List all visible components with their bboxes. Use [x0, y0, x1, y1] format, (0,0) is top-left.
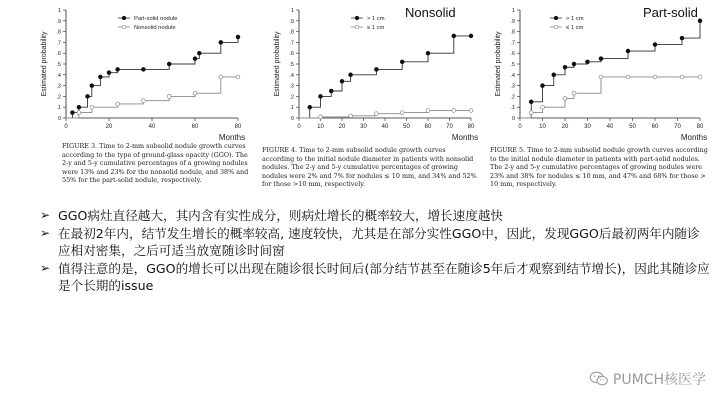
series-2-point	[167, 95, 171, 99]
y-tick-label: .3	[510, 83, 515, 90]
figure-3-caption: FIGURE 3. Time to 2-mm subsolid nodule growth curves according to the type of ground-glass opacity (GGO). The 2-y and 5-y cumulative percentages of a growing nodules were 13% and 23% for the nonsolid nodule, and 38% and 55% for the part-solid nodule, respectively.	[62, 142, 249, 185]
figure-3	[20, 0, 250, 205]
y-tick-label: 0	[290, 116, 294, 122]
series-2-point	[680, 75, 684, 79]
x-tick-label: 0	[297, 124, 301, 130]
x-tick-label: 80	[234, 124, 242, 130]
y-tick-label: 1	[57, 8, 61, 14]
series-line-2	[520, 77, 700, 118]
legend-label: > 1 cm	[367, 16, 385, 22]
x-tick-label: 0	[518, 124, 522, 130]
y-tick-label: .9	[289, 18, 294, 25]
series-1-point	[586, 60, 590, 64]
series-1-point	[529, 100, 533, 104]
y-tick-label: .9	[510, 18, 515, 25]
y-tick-label: .2	[56, 94, 61, 101]
series-1-point	[308, 105, 312, 109]
x-tick-label: 70	[446, 124, 453, 130]
y-axis-label: Estimated probability	[274, 31, 281, 97]
y-tick-label: .5	[510, 62, 515, 68]
series-1-point	[653, 43, 657, 47]
x-tick-label: 10	[539, 124, 546, 130]
series-2-point	[77, 111, 81, 115]
figure-5-plot	[486, 0, 716, 145]
figure-4-caption: FIGURE 4. Time to 2-mm subsolid nodule growth curves according to the initial nodule diameter in patients with nonsolid nodules. The 2-y and 5-y cumulative percentages of growing nodules were 2% and 7% for nodules ≤ 10 mm, and 34% and 52% for those >10 mm, respectively.	[262, 146, 477, 189]
series-1-point	[86, 95, 90, 99]
x-tick-label: 60	[651, 124, 659, 130]
legend-marker	[355, 25, 359, 29]
watermark	[589, 369, 706, 389]
x-tick-label: 40	[381, 124, 389, 130]
x-tick-label: 20	[561, 124, 569, 130]
series-1-point	[599, 57, 603, 61]
bullet-text: GGO病灶直径越大，其内含有实性成分，则病灶增长的概率较大，增长速度越快	[58, 208, 504, 223]
x-tick-label: 0	[64, 124, 68, 130]
bullet-text: 值得注意的是，GGO的增长可以出现在随诊很长时间后(部分结节甚至在随诊5年后才观察到结节增长)，因此其随诊应是个长期的issue	[58, 260, 710, 293]
y-tick-label: .2	[510, 94, 515, 101]
series-2-point	[572, 91, 576, 95]
bullet-arrow-icon: ➢	[40, 225, 51, 240]
y-tick-label: .1	[56, 105, 61, 112]
series-2-point	[236, 75, 240, 79]
legend-label: ≤ 1 cm	[367, 25, 385, 31]
series-1-point	[426, 51, 430, 55]
series-line-2	[299, 110, 471, 118]
y-tick-label: 0	[511, 116, 515, 122]
figure-3-plot	[20, 0, 250, 145]
x-tick-label: 10	[317, 124, 324, 130]
y-tick-label: .9	[56, 18, 61, 25]
y-axis-label: Estimated probability	[41, 31, 48, 97]
y-tick-label: .1	[289, 105, 294, 112]
x-axis-label: Months	[218, 133, 246, 142]
series-1-point	[340, 79, 344, 83]
legend-label: ≤ 1 cm	[566, 25, 584, 31]
legend-marker	[554, 16, 558, 20]
series-2-point	[452, 109, 456, 113]
series-2-point	[219, 75, 223, 79]
y-tick-label: .5	[56, 62, 61, 68]
x-tick-label: 30	[360, 124, 367, 130]
series-2-point	[469, 109, 473, 113]
series-1-point	[167, 62, 171, 66]
series-1-point	[142, 68, 146, 72]
x-tick-label: 40	[606, 124, 614, 130]
legend-marker	[554, 25, 558, 29]
x-tick-label: 50	[629, 124, 636, 130]
series-1-point	[572, 62, 576, 66]
figure-5	[486, 0, 716, 205]
x-tick-label: 60	[424, 124, 432, 130]
y-axis-label: Estimated probability	[495, 31, 502, 97]
x-tick-label: 60	[191, 124, 199, 130]
x-axis-label: Months	[451, 133, 479, 142]
series-2-point	[599, 75, 603, 79]
legend-marker	[355, 16, 359, 20]
y-tick-label: .3	[289, 83, 294, 90]
legend-label: Nonsolid nodule	[134, 25, 176, 31]
series-2-point	[400, 111, 404, 115]
series-1-point	[680, 36, 684, 40]
y-tick-label: .6	[289, 51, 294, 58]
figure-4-plot	[253, 0, 483, 145]
series-2-point	[541, 105, 545, 109]
series-1-point	[193, 57, 197, 61]
legend-label: > 1 cm	[566, 16, 584, 22]
series-2-point	[319, 115, 323, 119]
x-tick-label: 50	[403, 124, 410, 130]
series-2-point	[426, 109, 430, 113]
series-1-point	[541, 84, 545, 88]
figure-4-title: Nonsolid	[405, 5, 456, 20]
series-1-point	[99, 75, 103, 79]
series-2-point	[698, 75, 702, 79]
legend-label: Part-solid nodule	[134, 16, 178, 22]
series-2-point	[653, 75, 657, 79]
series-1-point	[197, 51, 201, 55]
y-tick-label: .8	[510, 29, 515, 36]
bullet-list	[40, 207, 710, 295]
y-tick-label: .3	[56, 83, 61, 90]
y-tick-label: 0	[57, 116, 61, 122]
series-1-point	[107, 71, 111, 75]
y-tick-label: .6	[510, 51, 515, 58]
series-2-point	[142, 99, 146, 103]
bullet-item	[40, 207, 710, 225]
series-1-point	[469, 34, 473, 38]
series-1-point	[400, 60, 404, 64]
figure-5-title: Part-solid	[643, 5, 698, 20]
x-tick-label: 30	[584, 124, 591, 130]
y-tick-label: .4	[56, 72, 61, 79]
bullet-item	[40, 225, 710, 260]
watermark-text: PUMCH核医学	[612, 372, 706, 388]
series-1-point	[219, 41, 223, 45]
series-1-point	[698, 19, 702, 23]
series-1-point	[349, 73, 353, 77]
x-tick-label: 70	[674, 124, 681, 130]
wechat-icon	[589, 371, 609, 387]
series-2-point	[626, 75, 630, 79]
y-tick-label: .7	[56, 40, 61, 47]
series-1-point	[329, 89, 333, 93]
y-tick-label: 1	[511, 8, 515, 14]
series-1-point	[626, 49, 630, 53]
y-tick-label: .4	[289, 72, 294, 79]
legend-marker	[122, 25, 126, 29]
series-2-point	[375, 112, 379, 116]
y-tick-label: .1	[510, 105, 515, 112]
series-1-point	[236, 35, 240, 39]
x-tick-label: 80	[467, 124, 475, 130]
bullet-arrow-icon: ➢	[40, 260, 51, 275]
series-1-point	[77, 105, 81, 109]
series-2-point	[193, 91, 197, 95]
series-line-1	[520, 21, 700, 118]
series-2-point	[116, 102, 120, 106]
bullet-text: 在最初2年内，结节发生增长的概率较高, 速度较快，尤其是在部分实性GGO中，因此，发现GGO后最初两年内随诊应相对密集，之后可适当放宽随诊时间窗	[58, 225, 700, 258]
series-line-2	[66, 77, 238, 118]
series-2-point	[349, 114, 353, 118]
series-1-point	[319, 95, 323, 99]
y-tick-label: .4	[510, 72, 515, 79]
series-1-point	[452, 34, 456, 38]
y-tick-label: .6	[56, 51, 61, 58]
x-axis-label: Months	[680, 133, 708, 142]
bullet-item	[40, 260, 710, 295]
figure-5-caption: FIGURE 5. Time to 2-mm subsolid nodule growth curves according to the initial nodule diameter in patients with part-solid nodules. The 2-y and 5-y cumulative percentages of growing nodules were 23% and 38% for nodules ≤ 10 mm, and 47% and 68% for those > 10 mm, respectively.	[490, 146, 708, 189]
series-2-point	[90, 105, 94, 109]
series-1-point	[563, 65, 567, 69]
series-1-point	[375, 68, 379, 72]
y-tick-label: .7	[510, 40, 515, 47]
series-1-point	[116, 68, 120, 72]
x-tick-label: 20	[338, 124, 346, 130]
series-2-point	[563, 97, 567, 101]
y-tick-label: .2	[289, 94, 294, 101]
y-tick-label: .7	[289, 40, 294, 47]
series-2-point	[529, 111, 533, 115]
series-1-point	[71, 111, 75, 115]
bullet-arrow-icon: ➢	[40, 208, 51, 222]
x-tick-label: 20	[105, 124, 113, 130]
figure-4	[253, 0, 483, 205]
series-1-point	[552, 73, 556, 77]
y-tick-label: .5	[289, 62, 294, 68]
y-tick-label: .8	[56, 29, 61, 36]
x-tick-label: 40	[148, 124, 156, 130]
legend-marker	[122, 16, 126, 20]
series-line-1	[299, 36, 471, 118]
y-tick-label: .8	[289, 29, 294, 36]
y-tick-label: 1	[290, 8, 294, 14]
series-1-point	[90, 84, 94, 88]
x-tick-label: 80	[696, 124, 704, 130]
